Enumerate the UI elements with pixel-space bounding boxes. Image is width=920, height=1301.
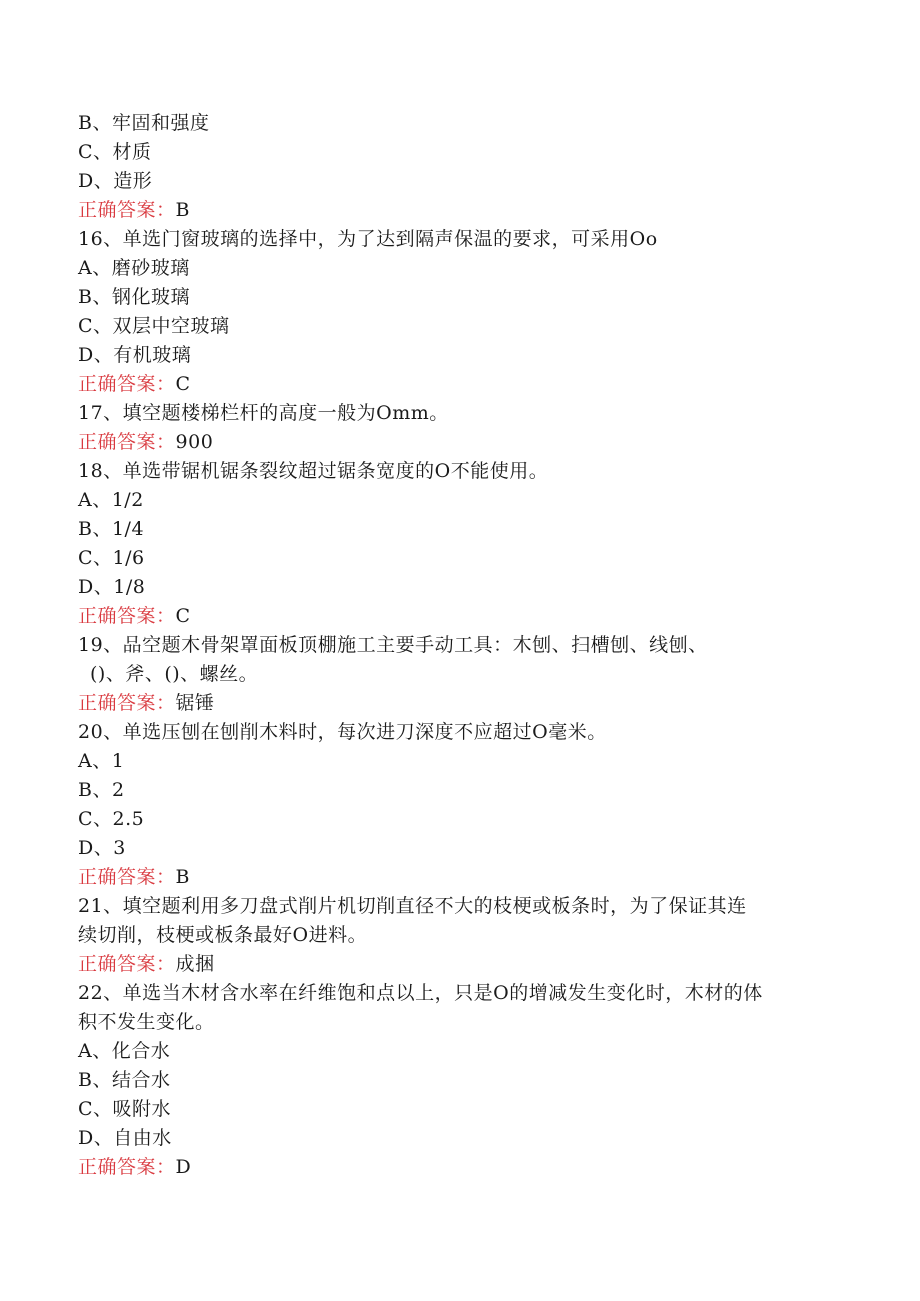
answer-value: 锯锤 bbox=[175, 692, 215, 714]
answer-value: B bbox=[175, 866, 190, 888]
q17-answer bbox=[78, 428, 848, 457]
q20-question: 20、单选压刨在刨削木料时，每次进刀深度不应超过O毫米。 bbox=[78, 721, 607, 743]
answer-value: D bbox=[175, 1156, 192, 1178]
q19-question-line2: ()、斧、()、螺丝。 bbox=[90, 663, 259, 685]
q22-question-line2: 积不发生变化。 bbox=[78, 1011, 215, 1033]
q20-option-b: B、2 bbox=[78, 779, 125, 801]
answer-value: 成捆 bbox=[175, 953, 215, 975]
q18-option-d: D、1/8 bbox=[78, 576, 146, 598]
q15-option-b: B、牢固和强度 bbox=[78, 112, 210, 134]
answer-value: C bbox=[175, 373, 191, 395]
q16-option-b: B、钢化玻璃 bbox=[78, 286, 190, 308]
answer-label: 正确答案： bbox=[78, 1156, 176, 1178]
q16-option-a: A、磨砂玻璃 bbox=[78, 257, 190, 279]
q21-answer bbox=[78, 950, 848, 979]
q20-option-d: D、3 bbox=[78, 837, 126, 859]
q16-option-d: D、有机玻璃 bbox=[78, 344, 192, 366]
q19-question-line1: 19、品空题木骨架罩面板顶棚施工主要手动工具：木刨、扫槽刨、线刨、 bbox=[78, 634, 708, 656]
answer-label: 正确答案： bbox=[78, 199, 176, 221]
q16-option-c: C、双层中空玻璃 bbox=[78, 315, 230, 337]
answer-value: B bbox=[175, 199, 190, 221]
q20-option-a: A、1 bbox=[78, 750, 125, 772]
q18-answer bbox=[78, 602, 848, 631]
q22-question-line1: 22、单选当木材含水率在纤维饱和点以上，只是O的增减发生变化时，木材的体 bbox=[78, 982, 763, 1004]
q16-question: 16、单选门窗玻璃的选择中，为了达到隔声保温的要求，可采用Oo bbox=[78, 228, 658, 250]
q15-answer bbox=[78, 196, 848, 225]
q18-question: 18、单选带锯机锯条裂纹超过锯条宽度的O不能使用。 bbox=[78, 460, 549, 482]
q18-option-c: C、1/6 bbox=[78, 547, 145, 569]
q16-answer bbox=[78, 370, 848, 399]
answer-label: 正确答案： bbox=[78, 692, 176, 714]
q22-option-d: D、自由水 bbox=[78, 1127, 172, 1149]
answer-label: 正确答案： bbox=[78, 431, 176, 453]
answer-value: C bbox=[175, 605, 191, 627]
q21-question-line2: 续切削，枝梗或板条最好O进料。 bbox=[78, 924, 368, 946]
q15-option-c: C、材质 bbox=[78, 141, 152, 163]
q22-option-c: C、吸附水 bbox=[78, 1098, 172, 1120]
q22-option-a: A、化合水 bbox=[78, 1040, 171, 1062]
answer-value: 900 bbox=[175, 431, 214, 453]
answer-label: 正确答案： bbox=[78, 953, 176, 975]
answer-label: 正确答案： bbox=[78, 866, 176, 888]
q20-answer bbox=[78, 863, 848, 892]
q19-answer bbox=[78, 689, 848, 718]
q18-option-b: B、1/4 bbox=[78, 518, 145, 540]
q22-answer bbox=[78, 1153, 848, 1182]
q21-question-line1: 21、填空题利用多刀盘式削片机切削直径不大的枝梗或板条时，为了保证其连 bbox=[78, 895, 747, 917]
document-page bbox=[78, 109, 848, 1182]
q22-option-b: B、结合水 bbox=[78, 1069, 171, 1091]
q17-question: 17、填空题楼梯栏杆的高度一般为Omm。 bbox=[78, 402, 449, 424]
answer-label: 正确答案： bbox=[78, 373, 176, 395]
answer-label: 正确答案： bbox=[78, 605, 176, 627]
q18-option-a: A、1/2 bbox=[78, 489, 144, 511]
q20-option-c: C、2.5 bbox=[78, 808, 145, 830]
q15-option-d: D、造形 bbox=[78, 170, 153, 192]
